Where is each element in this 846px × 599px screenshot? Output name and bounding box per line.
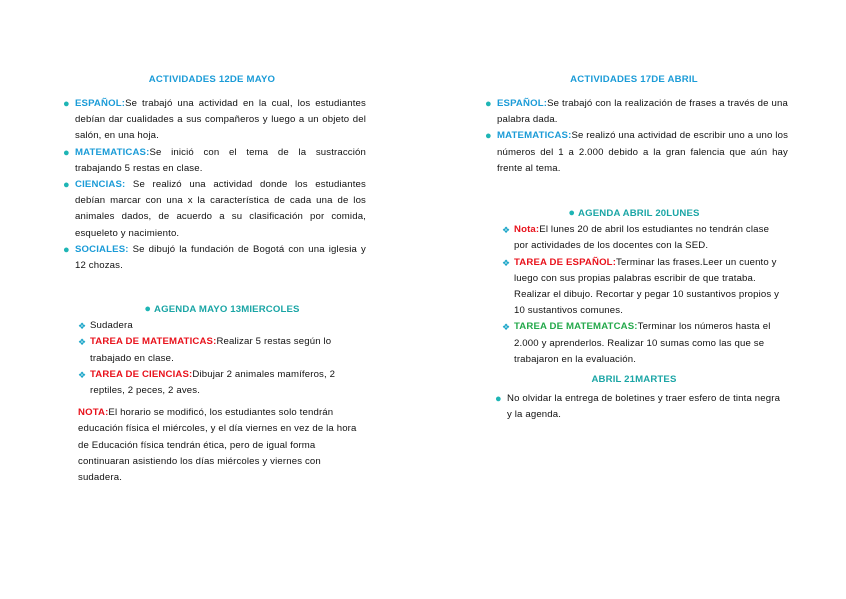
bullet-icon: ●	[485, 130, 492, 143]
bullet-icon: ●	[63, 98, 70, 110]
bullet-icon: ●	[144, 303, 152, 315]
bullet-icon: ●	[485, 98, 492, 110]
activity-item: ● MATEMATICAS:Se realizó una actividad de escribir uno a uno los números del 1 a 2.000 debido a la gran falencia que aún hay frente al tema.	[485, 130, 789, 174]
bullet-icon: ●	[63, 146, 70, 159]
activity-item: ● CIENCIAS: Se realizó una actividad donde los estudiantes debían marcar con una x la característica de cada una de los animales dados, de acuerdo a su clasificación por comida, esqueleto y nacimiento.	[63, 179, 366, 239]
activity-item: ● MATEMATICAS:Se inició con el tema de la sustracción trabajando 5 restas en clase.	[63, 146, 366, 174]
agenda-heading: ● AGENDA ABRIL 20LUNES	[568, 207, 700, 219]
diamond-bullet-icon: ❖	[78, 337, 87, 348]
agenda-item: ❖ Sudadera	[78, 318, 362, 334]
left-agenda	[62, 301, 362, 486]
bullet-icon: ●	[63, 179, 70, 192]
agenda-item: ❖ TAREA DE MATEMATCAS:Terminar los números hasta el 2.000 y aprenderlos. Realizar 10 sumas como las que se trabajaron en la evaluación.	[502, 321, 771, 365]
right-agenda	[484, 205, 784, 424]
left-activities	[62, 96, 366, 274]
left-title: ACTIVIDADES 12DE MAYO	[148, 74, 276, 85]
agenda2-item: ● No olvidar la entrega de boletines y traer esfero de tinta negra y la agenda.	[495, 393, 781, 421]
agenda-item: ❖ TAREA DE MATEMATICAS:Realizar 5 restas según lo trabajado en clase.	[78, 336, 332, 364]
agenda-item: ❖ TAREA DE ESPAÑOL:Terminar las frases.Leer un cuento y luego con sus propias palabras escribir de que trataba. Realizar el dibujo. Recortar y pegar 10 sustantivos propios y 10 sustantivos comunes.	[502, 256, 780, 317]
diamond-bullet-icon: ❖	[78, 369, 87, 380]
activity-item: ● SOCIALES: Se dibujó la fundación de Bogotá con una iglesia y 12 chozas.	[63, 243, 366, 272]
diamond-bullet-icon: ❖	[502, 225, 511, 236]
note: NOTA:El horario se modificó, los estudiantes solo tendrán educación física el miércoles, y el día viernes en vez de la hora de Educación física tendrán ética, pero de igual forma continuaran asistiendo los días miércoles y viernes con sudadera.	[78, 407, 357, 484]
diamond-bullet-icon: ❖	[78, 321, 87, 332]
bullet-icon: ●	[63, 243, 70, 256]
right-title: ACTIVIDADES 17DE ABRIL	[570, 74, 698, 85]
agenda-heading: ● AGENDA MAYO 13MIERCOLES	[144, 303, 300, 315]
agenda-item: ❖ TAREA DE CIENCIAS:Dibujar 2 animales mamíferos, 2 reptiles, 2 peces, 2 aves.	[78, 368, 336, 397]
right-activities	[484, 96, 788, 177]
bullet-icon: ●	[495, 393, 502, 406]
activity-item: ● ESPAÑOL:Se trabajó una actividad en la cual, los estudiantes debían dar cualidades a sus compañeros y luego a un objeto del salón, en una hoja.	[63, 98, 366, 142]
bullet-icon: ●	[568, 207, 576, 219]
agenda-item: ❖ Nota:El lunes 20 de abril los estudiantes no tendrán clase por actividades de los docentes con la SED.	[502, 224, 770, 252]
agenda2-heading: ABRIL 21MARTES	[591, 374, 677, 386]
diamond-bullet-icon: ❖	[502, 257, 511, 268]
activity-item: ● ESPAÑOL:Se trabajó con la realización de frases a través de una palabra dada.	[485, 98, 788, 126]
diamond-bullet-icon: ❖	[502, 322, 511, 333]
